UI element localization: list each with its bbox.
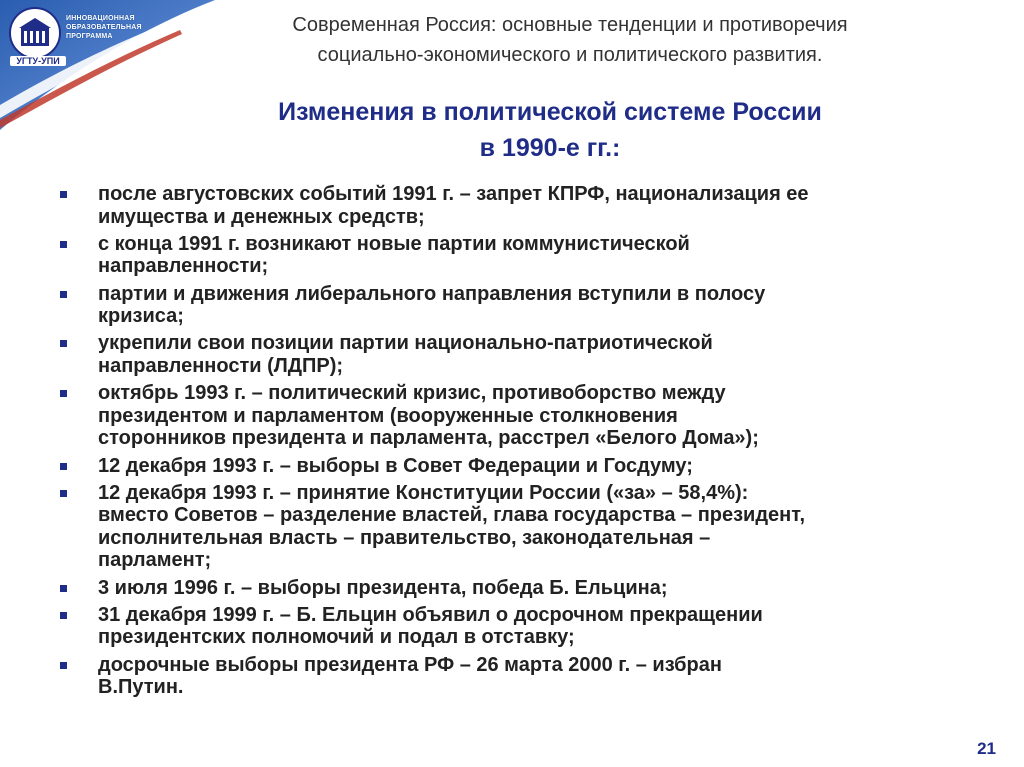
list-item [60,332,985,377]
bullet-square-icon [60,662,67,669]
bullet-square-icon [60,241,67,248]
bullet-square-icon [60,490,67,497]
bullet-square-icon [60,340,67,347]
bullet-list [60,183,985,699]
slide-title-line-1: Изменения в политической системе России [278,98,822,126]
list-item [60,233,985,278]
bullet-square-icon [60,585,67,592]
list-item-text: досрочные выборы президента РФ – 26 марта 2000 г. – избран В.Путин. [98,653,722,699]
list-item [60,183,985,228]
list-item-text: после августовских событий 1991 г. – запрет КПРФ, национализация ее имущества и денежных средств; [98,183,809,228]
slide-title [150,94,950,166]
list-item-text: 31 декабря 1999 г. – Б. Ельцин объявил о досрочном прекращении президентских полномочий и подал в отставку; [98,603,763,649]
list-item [60,455,985,478]
header-line-2: социально-экономического и политического развития. [317,44,823,66]
logo-badge-text: УГТУ-УПИ [10,56,66,66]
list-item [60,604,985,649]
list-item [60,482,985,572]
header-line-1: Современная Россия: основные тенденции и противоречия [292,14,848,36]
presentation-header [175,10,965,70]
list-item-text: 3 июля 1996 г. – выборы президента, победа Б. Ельцина; [98,576,668,599]
list-item-text: 12 декабря 1993 г. – принятие Конституции России («за» – 58,4%): вместо Советов – разделение властей, глава государства – президент, исполнительная власть – правительство, законодательная – парламент; [98,481,806,572]
bullet-square-icon [60,612,67,619]
bullet-square-icon [60,463,67,470]
page-number: 21 [977,739,996,758]
logo-caption: ИННОВАЦИОННАЯ ОБРАЗОВАТЕЛЬНАЯ ПРОГРАММА [66,15,142,40]
list-item-text: октябрь 1993 г. – политический кризис, противоборство между президентом и парламентом (вооруженные столкновения сторонников президента и парламента, расстрел «Белого Дома»); [98,382,759,450]
list-item-text: 12 декабря 1993 г. – выборы в Совет Федерации и Госдуму; [98,454,693,477]
bullet-square-icon [60,191,67,198]
list-item [60,577,985,600]
bullet-square-icon [60,291,67,298]
list-item-text: партии и движения либерального направления вступили в полосу кризиса; [98,282,766,328]
list-item-text: укрепили свои позиции партии национально-патриотической направленности (ЛДПР); [98,332,713,377]
list-item-text: с конца 1991 г. возникают новые партии коммунистической направленности; [98,232,690,278]
slide-title-line-2: в 1990-е гг.: [479,134,621,162]
bullet-square-icon [60,390,67,397]
logo [8,6,188,78]
list-item [60,283,985,328]
list-item [60,654,985,699]
slide-content [60,183,985,703]
list-item [60,382,985,450]
